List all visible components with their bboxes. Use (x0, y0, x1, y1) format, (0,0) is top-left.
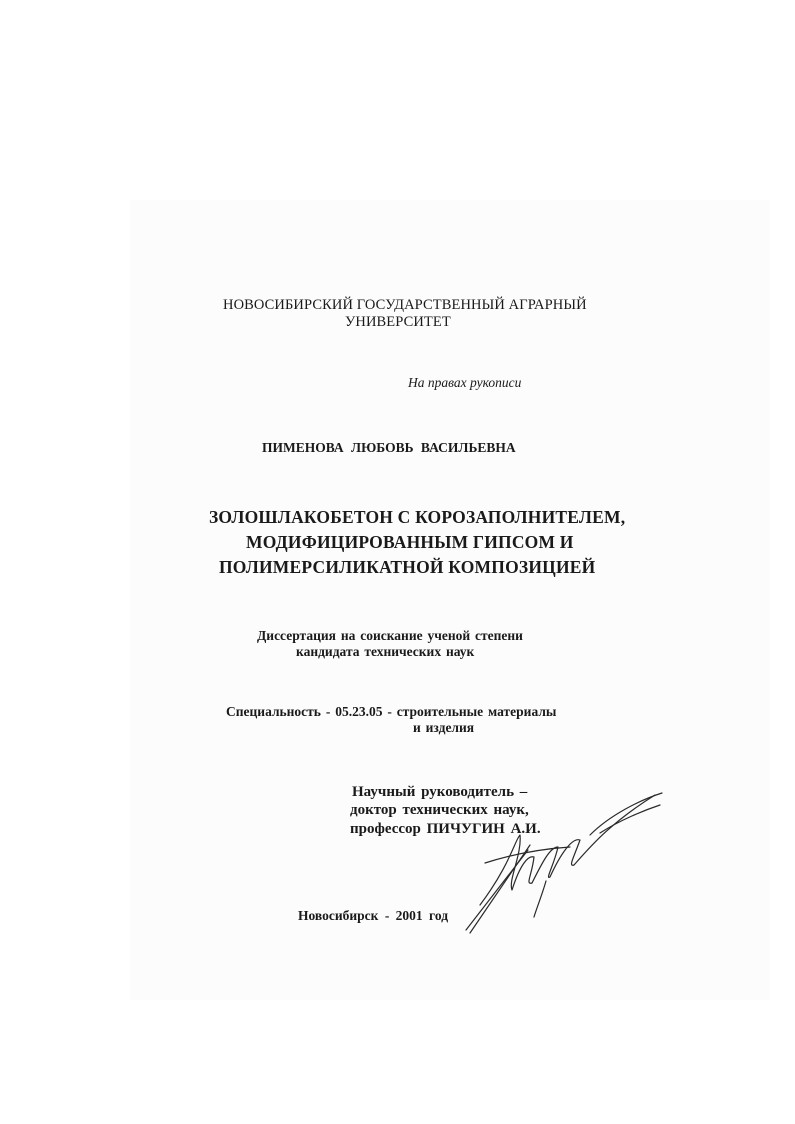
supervisor-line1: Научный руководитель – (352, 784, 528, 800)
university-name-line2: УНИВЕРСИТЕТ (345, 314, 451, 330)
specialty-line2: и изделия (413, 720, 475, 735)
handwritten-signature (450, 785, 670, 935)
specialty-line1: Специальность - 05.23.05 - строительные материалы (226, 704, 557, 719)
university-name-line1: НОВОСИБИРСКИЙ ГОСУДАРСТВЕННЫЙ АГРАРНЫЙ (223, 297, 587, 313)
supervisor-line2: доктор технических наук, (350, 802, 529, 818)
thesis-title-line2: МОДИФИЦИРОВАННЫМ ГИПСОМ И (246, 532, 574, 552)
degree-description-line1: Диссертация на соискание ученой степени (257, 628, 523, 643)
thesis-title-line1: ЗОЛОШЛАКОБЕТОН С КОРОЗАПОЛНИТЕЛЕМ, (209, 507, 626, 527)
supervisor-line3: профессор ПИЧУГИН А.И. (350, 821, 541, 837)
author-name: ПИМЕНОВА ЛЮБОВЬ ВАСИЛЬЕВНА (262, 440, 516, 455)
degree-description-line2: кандидата технических наук (296, 644, 475, 659)
thesis-title-line3: ПОЛИМЕРСИЛИКАТНОЙ КОМПОЗИЦИЕЙ (219, 557, 596, 577)
place-and-year: Новосибирск - 2001 год (298, 908, 449, 923)
manuscript-rights-note: На правах рукописи (408, 375, 522, 390)
